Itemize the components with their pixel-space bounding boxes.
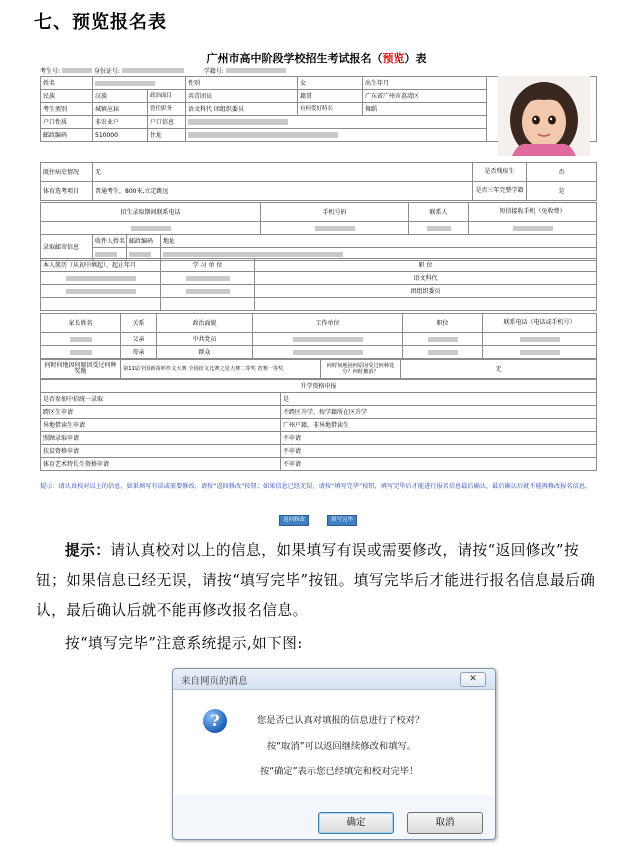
resume-school-1: [186, 276, 230, 281]
name-masked: [95, 81, 155, 86]
awards-table: [40, 359, 597, 379]
dialog-title: 来自网页的消息: [181, 676, 248, 687]
instruction-paragraph-2: 按“填写完毕”注意系统提示,如下图:: [65, 635, 303, 652]
label-post: 职位: [403, 314, 483, 333]
mother-politics: 群众: [157, 346, 253, 359]
label-pe: 体育选考项目: [41, 182, 93, 201]
promotion-table: [40, 379, 597, 471]
cancel-button[interactable]: 取消: [407, 812, 483, 834]
hukou-info-masked: [188, 119, 288, 125]
label-contact-phone: 招生录取期间联系电话: [41, 203, 261, 222]
resume-position-1: 语文科代: [255, 272, 597, 285]
instruction-paragraph: [36, 536, 606, 626]
student-photo: [498, 76, 590, 156]
promotion-row-value: 不申请: [281, 458, 597, 471]
promotion-row-value: 不跨区升学，按学籍所在区升学: [281, 406, 597, 419]
label-birth: 出生年月: [363, 77, 487, 90]
promotion-row-value: 不申请: [281, 432, 597, 445]
label-contact-person: 联系人: [409, 203, 469, 222]
label-three-year: 是否三年完整学籍: [473, 182, 527, 201]
dialog-ok-hint: 按“确定”表示您已经填完和校对完毕！: [260, 766, 419, 777]
label-hukou-info: 户口信息: [148, 116, 186, 129]
father-relation: 父亲: [121, 333, 157, 346]
duty-value: 语文科代 团组织委员: [186, 103, 298, 116]
label-mail-address: 地址: [161, 235, 597, 248]
resume-school-2: [186, 289, 230, 294]
hobby-value: 舞蹈: [363, 103, 487, 116]
promotion-row-label: 是否参加中招统一录取: [41, 393, 281, 406]
label-gender-visible: 性别: [188, 79, 201, 87]
origin-value: 广东省广州市荔湾区: [363, 90, 487, 103]
label-origin: 籍贯: [298, 90, 363, 103]
three-year-value: 是: [527, 182, 597, 201]
type-value: 城镇应届: [93, 103, 148, 116]
ok-button[interactable]: 确定: [318, 812, 394, 834]
form-title-suffix: ）表: [404, 52, 427, 65]
confirm-dialog: [172, 668, 496, 840]
promotion-row-value: 是: [281, 393, 597, 406]
label-illness: 既往病史情况: [41, 163, 93, 182]
label-address: 住址: [148, 129, 186, 142]
ethnic-value: 汉族: [93, 90, 148, 103]
promotion-row-label: 异地借读生申请: [41, 419, 281, 432]
form-title-preview: 预览: [382, 52, 405, 65]
label-disabled: 是否残疾生: [473, 163, 527, 182]
resume-date-1: [66, 276, 136, 281]
sms-masked: [513, 226, 553, 231]
dialog-cancel-hint: 按“取消”可以返回继续修改和填写。: [267, 741, 417, 752]
label-parent-phone: 联系电话（电话或手机号）: [483, 314, 597, 333]
label-position: 职 位: [255, 259, 597, 272]
health-table: [40, 162, 597, 201]
instruction-bold: 提示：: [65, 542, 111, 559]
label-relation: 关系: [121, 314, 157, 333]
promotion-row-value: 广州户籍，非异地借读生: [281, 419, 597, 432]
label-mobile: 手机号码: [261, 203, 409, 222]
contact-phone-masked: [131, 226, 171, 231]
father-post-masked: [428, 337, 458, 342]
mail-postcode-masked: [129, 252, 151, 257]
id-card-masked: [122, 68, 184, 73]
close-icon[interactable]: ✕: [460, 672, 486, 687]
exam-no-masked: [62, 68, 92, 73]
label-sms: 短信接收手机（免收费）: [469, 203, 597, 222]
label-duty: 曾任职务: [148, 103, 186, 116]
section-heading: 七、预览报名表: [34, 12, 167, 33]
promotion-row-value: 不申请: [281, 445, 597, 458]
form-title: [0, 50, 633, 66]
instruction-text: 请认真校对以上的信息，如果填写有误或需要修改，请按“返回修改”按钮；如果信息已经无误，请按“填写完毕”按钮。填写完毕后才能进行报名信息最后确认，最后确认后就不能再修改报名信息。: [36, 542, 596, 619]
family-table: [40, 313, 597, 359]
mother-name-masked: [70, 350, 92, 355]
label-receiver: 收件人姓名: [93, 235, 127, 248]
label-type: 考生类别: [41, 103, 93, 116]
address-masked: [188, 132, 338, 138]
contact-person-masked: [427, 226, 451, 231]
label-parent-name: 家长姓名: [41, 314, 121, 333]
gender-value: 女: [300, 79, 307, 87]
mother-post-masked: [428, 350, 458, 355]
label-school: 学 习 单 位: [161, 259, 255, 272]
mother-work-masked: [293, 350, 363, 355]
mother-relation: 母亲: [121, 346, 157, 359]
father-phone-masked: [520, 337, 560, 342]
promotion-header: 升学资格申报: [41, 380, 597, 393]
student-no-masked: [226, 68, 286, 73]
dialog-question: 您是否已认真对填报的信息进行了校对？: [257, 715, 425, 726]
id-card-label: 身份证号:: [93, 68, 120, 75]
label-mail-postcode: 邮政编码: [127, 235, 161, 248]
label-hobby: 有何爱好特长: [298, 103, 363, 116]
fill-complete-button[interactable]: 填写完毕: [327, 515, 357, 526]
awards-value: 第11届全国新苗杯作文大赛 全国征文比赛之星大赛二等奖 省赛一等奖: [121, 360, 321, 379]
promotion-row-label: 跨区生申请: [41, 406, 281, 419]
promotion-row-label: 体育艺术特长生资格申请: [41, 458, 281, 471]
id-line: [40, 66, 286, 75]
mail-address-masked: [163, 252, 343, 257]
pe-value: 普通考生，800米,立定跳远: [93, 182, 473, 201]
illness-value: 无: [93, 163, 473, 182]
father-work-masked: [293, 337, 363, 342]
form-hint: 提示：请认真校对以上的信息，如果填写有误或需要修改，请按“返回修改”按钮；如果信息已经无误，请按“填写完毕”按钮，填写完毕后才能进行报名信息最后确认，最后确认后就不能再修改报名信息。: [40, 483, 592, 490]
return-modify-button[interactable]: 返回修改: [279, 515, 309, 526]
promotion-row-label: 照顾录取申请: [41, 432, 281, 445]
resume-date-2: [66, 289, 136, 294]
label-hukou: 户口性质: [41, 116, 93, 129]
label-politics: 政治面目: [148, 90, 186, 103]
label-ethnic: 民族: [41, 90, 93, 103]
father-name-masked: [70, 337, 92, 342]
receiver-masked: [95, 252, 117, 257]
mother-phone-masked: [520, 350, 560, 355]
politics-value: 共青团员: [186, 90, 298, 103]
label-resume: 本人简历（从初中填起），起止年月: [41, 259, 161, 272]
resume-position-2: 团组织委员: [255, 285, 597, 298]
mobile-masked: [315, 226, 355, 231]
label-postcode: 邮政编码: [41, 129, 93, 142]
promotion-row-label: 扶贫资格申请: [41, 445, 281, 458]
student-no-label: 学籍号:: [203, 68, 224, 75]
question-icon: ?: [203, 709, 227, 733]
hukou-value: 非农业户: [93, 116, 148, 129]
punish-value: 无: [401, 360, 597, 379]
form-title-prefix: 广州市高中阶段学校招生考试报名（: [206, 52, 383, 65]
label-work: 工作单位: [253, 314, 403, 333]
label-punish: 何时何地因何原因受过何种处分？何时撤消？: [321, 360, 401, 379]
postcode-value: 510000: [93, 129, 148, 142]
resume-table: [40, 258, 597, 311]
exam-no-label: 考生号:: [40, 68, 61, 75]
disabled-value: 否: [527, 163, 597, 182]
label-mail-info: 录取邮寄信息: [41, 235, 93, 261]
label-name: 姓名: [41, 77, 93, 90]
label-awards: 何时何地因何原因受过何种奖励: [41, 360, 121, 379]
father-politics: 中共党员: [157, 333, 253, 346]
label-parent-politics: 政治面貌: [157, 314, 253, 333]
contact-table: [40, 202, 597, 261]
